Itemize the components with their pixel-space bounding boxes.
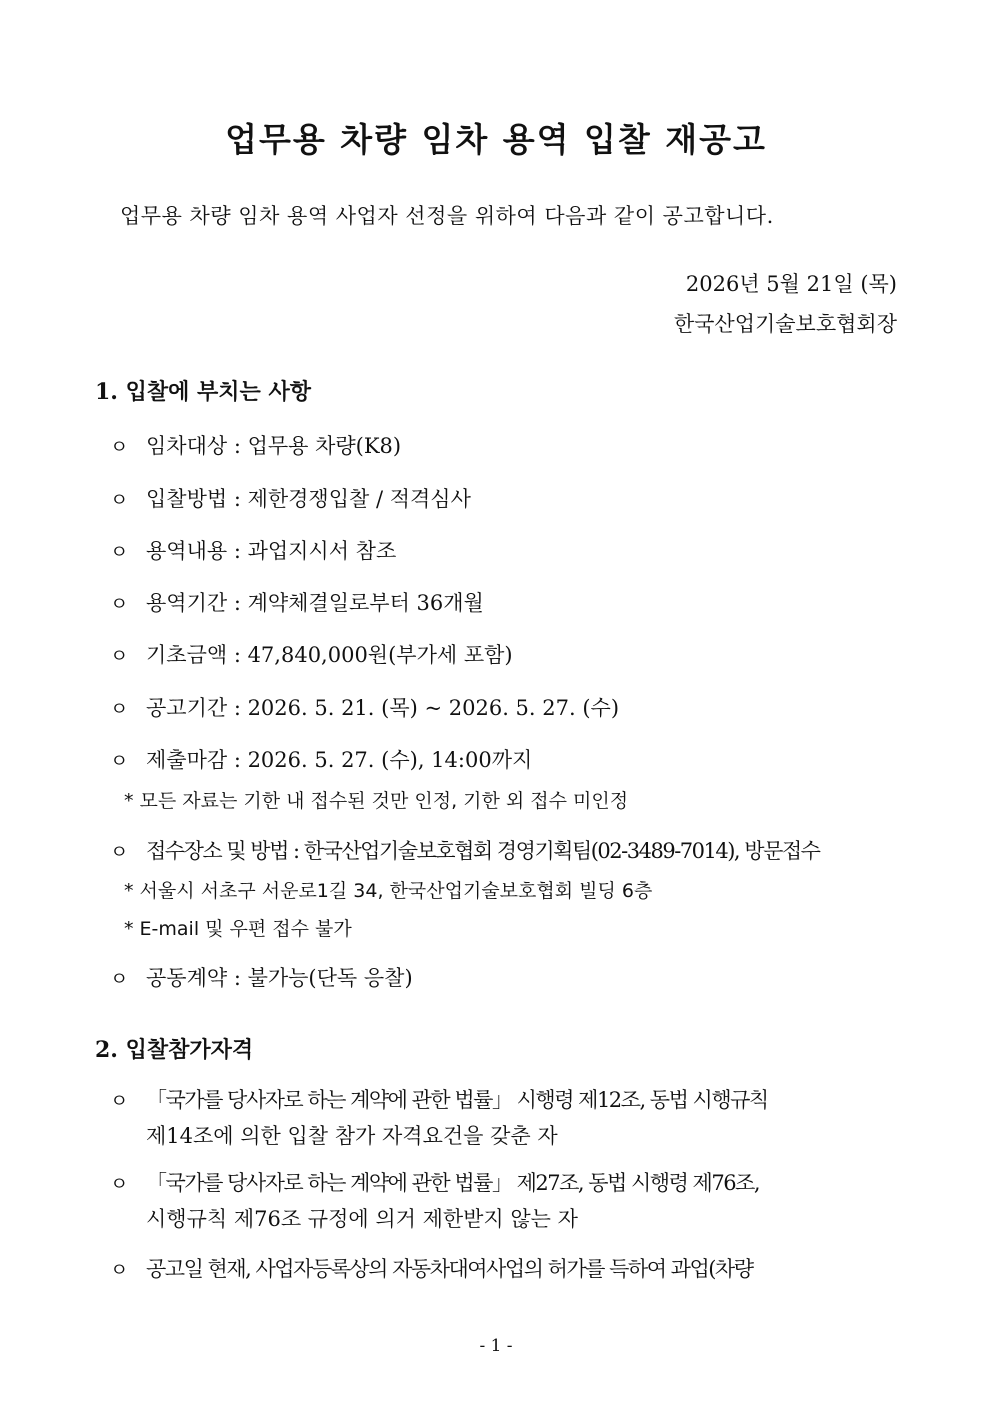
note-text: * E-mail 및 우편 접수 불가 (124, 918, 352, 940)
page-title: 업무용 차량 임차 용역 입찰 재공고 (225, 120, 767, 159)
item-text: 제출마감 : 2026. 5. 27. (수), 14:00까지 (146, 748, 533, 772)
item-text: 기초금액 : 47,840,000원(부가세 포함) (146, 643, 513, 667)
list-item (110, 962, 900, 992)
bullet-icon: ㅇ (110, 698, 129, 720)
bullet-icon: ㅇ (110, 968, 129, 990)
announcement-date: 2026년 5월 21일 (목) (685, 272, 897, 296)
list-item (110, 692, 900, 722)
item-text: 용역기간 : 계약체결일로부터 36개월 (146, 591, 484, 615)
bullet-icon: ㅇ (110, 489, 129, 511)
item-text-continued: 시행규칙 제76조 규정에 의거 제한받지 않는 자 (146, 1207, 578, 1231)
bullet-icon: ㅇ (110, 541, 129, 563)
bullet-icon: ㅇ (110, 645, 129, 667)
item-text: 「국가를 당사자로 하는 계약에 관한 법률」 시행령 제12조, 동법 시행규칙 (146, 1088, 768, 1112)
issuer-name: 한국산업기술보호협회장 (673, 312, 897, 336)
item-text-continued: 제14조에 의한 입찰 참가 자격요건을 갖춘 자 (146, 1124, 558, 1148)
list-item (110, 483, 900, 513)
bullet-icon: ㅇ (110, 1173, 129, 1195)
item-text: 임차대상 : 업무용 차량(K8) (146, 434, 402, 458)
list-item (110, 639, 900, 669)
list-item (110, 1167, 900, 1233)
item-text: 공고기간 : 2026. 5. 21. (목) ~ 2026. 5. 27. (수) (146, 696, 620, 720)
bullet-icon: ㅇ (110, 436, 129, 458)
bullet-icon: ㅇ (110, 1090, 129, 1112)
list-item (110, 835, 900, 865)
bullet-icon: ㅇ (110, 750, 129, 772)
item-text: 입찰방법 : 제한경쟁입찰 / 적격심사 (146, 487, 471, 511)
page-number: - 1 - (479, 1336, 513, 1356)
intro-text: 업무용 차량 임차 용역 사업자 선정을 위하여 다음과 같이 공고합니다. (120, 204, 774, 228)
list-item (110, 1084, 900, 1150)
bullet-icon: ㅇ (110, 841, 127, 863)
list-item (110, 1253, 900, 1283)
list-item (110, 430, 900, 460)
item-text: 공고일 현재, 사업자등록상의 자동차대여사업의 허가를 득하여 과업(차량 (146, 1257, 753, 1281)
section1-heading: 1. 입찰에 부치는 사항 (95, 379, 311, 405)
section2-heading: 2. 입찰참가자격 (95, 1037, 254, 1063)
item-text: 「국가를 당사자로 하는 계약에 관한 법률」 제27조, 동법 시행령 제76조, (146, 1171, 760, 1195)
item-text: 공동계약 : 불가능(단독 응찰) (146, 966, 413, 990)
bullet-icon: ㅇ (110, 1259, 129, 1281)
item-text: 접수장소 및 방법 : 한국산업기술보호협회 경영기획팀(02-3489-7014), 방문접수 (146, 839, 820, 863)
item-text: 용역내용 : 과업지시서 참조 (146, 539, 397, 563)
note-text: * 모든 자료는 기한 내 접수된 것만 인정, 기한 외 접수 미인정 (124, 790, 629, 812)
bullet-icon: ㅇ (110, 593, 129, 615)
list-item (110, 587, 900, 617)
list-item (110, 744, 900, 774)
list-item (110, 535, 900, 565)
note-text: * 서울시 서초구 서운로1길 34, 한국산업기술보호협회 빌딩 6층 (124, 880, 653, 902)
